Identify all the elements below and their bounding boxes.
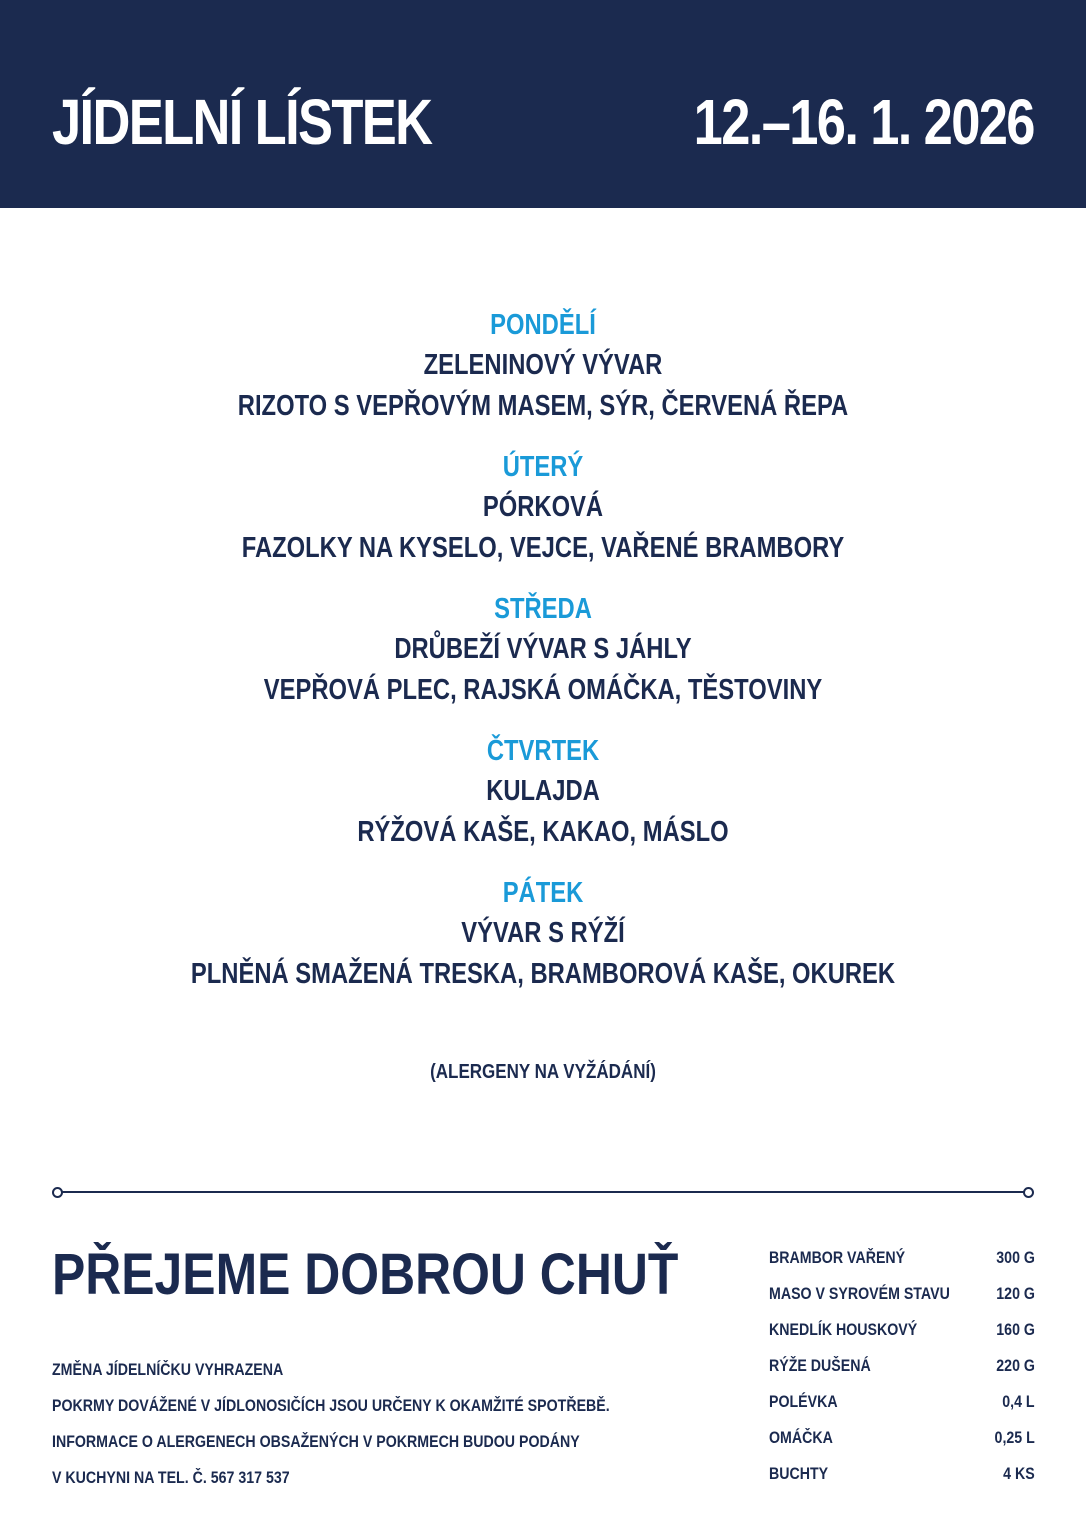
note-allergens: INFORMACE O ALERGENECH OBSAŽENÝCH V POKRMECH BUDOU PODÁNY: [52, 1433, 580, 1451]
soup: PÓRKOVÁ: [482, 491, 604, 523]
soup: KULAJDA: [486, 775, 600, 807]
weekly-menu: [0, 305, 1086, 1015]
portion-amount: 120 G: [996, 1285, 1035, 1303]
note-phone: V KUCHYNI NA TEL. Č. 567 317 537: [52, 1469, 290, 1487]
portion-row: [769, 1348, 1035, 1384]
main-dish: RIZOTO S VEPŘOVÝM MASEM, SÝR, ČERVENÁ ŘEPA: [237, 390, 849, 422]
day-block-wednesday: [0, 589, 1086, 711]
divider: [52, 1186, 1034, 1198]
portion-amount: 160 G: [996, 1321, 1035, 1339]
portion-amount: 0,4 L: [1002, 1393, 1035, 1411]
day-name: PONDĚLÍ: [490, 309, 596, 341]
portion-row: [769, 1420, 1035, 1456]
day-name: ÚTERÝ: [502, 451, 584, 483]
portion-table: [769, 1240, 1035, 1492]
portion-item: BRAMBOR VAŘENÝ: [769, 1249, 906, 1267]
soup: VÝVAR S RÝŽÍ: [461, 917, 625, 949]
footer-notes: [52, 1352, 700, 1496]
portion-item: POLÉVKA: [769, 1393, 838, 1411]
soup: DRŮBEŽÍ VÝVAR S JÁHLY: [394, 633, 692, 665]
main-dish: FAZOLKY NA KYSELO, VEJCE, VAŘENÉ BRAMBORY: [241, 532, 845, 564]
slogan: PŘEJEME DOBROU CHUŤ: [52, 1242, 679, 1307]
note-menu-change: ZMĚNA JÍDELNÍČKU VYHRAZENA: [52, 1361, 284, 1379]
note-consumption: POKRMY DOVÁŽENÉ V JÍDLONOSIČÍCH JSOU URČENY K OKAMŽITÉ SPOTŘEBĚ.: [52, 1397, 610, 1415]
portion-item: MASO V SYROVÉM STAVU: [769, 1285, 950, 1303]
portion-row: [769, 1276, 1035, 1312]
header-bar: [0, 0, 1086, 208]
soup: ZELENINOVÝ VÝVAR: [423, 349, 663, 381]
day-name: PÁTEK: [502, 877, 584, 909]
divider-line: [60, 1191, 1026, 1193]
main-dish: VEPŘOVÁ PLEC, RAJSKÁ OMÁČKA, TĚSTOVINY: [263, 674, 823, 706]
day-block-tuesday: [0, 447, 1086, 569]
day-block-monday: [0, 305, 1086, 427]
portion-amount: 300 G: [996, 1249, 1035, 1267]
divider-left-dot-icon: [52, 1187, 63, 1198]
day-block-thursday: [0, 731, 1086, 853]
menu-title: JÍDELNÍ LÍSTEK: [52, 86, 432, 158]
portion-row: [769, 1384, 1035, 1420]
portion-item: OMÁČKA: [769, 1429, 833, 1447]
portion-amount: 220 G: [996, 1357, 1035, 1375]
portion-item: BUCHTY: [769, 1465, 829, 1483]
portion-row: [769, 1240, 1035, 1276]
day-name: ČTVRTEK: [486, 735, 600, 767]
portion-item: RÝŽE DUŠENÁ: [769, 1357, 871, 1375]
portion-row: [769, 1456, 1035, 1492]
portion-amount: 0,25 L: [994, 1429, 1035, 1447]
portion-item: KNEDLÍK HOUSKOVÝ: [769, 1321, 918, 1339]
date-range: 12.–16. 1. 2026: [693, 86, 1034, 158]
portion-amount: 4 KS: [1003, 1465, 1035, 1483]
day-block-friday: [0, 873, 1086, 995]
main-dish: PLNĚNÁ SMAŽENÁ TRESKA, BRAMBOROVÁ KAŠE, OKUREK: [190, 958, 896, 990]
divider-right-dot-icon: [1023, 1187, 1034, 1198]
allergen-note: (ALERGENY NA VYŽÁDÁNÍ): [430, 1061, 656, 1083]
day-name: STŘEDA: [494, 593, 592, 625]
portion-row: [769, 1312, 1035, 1348]
main-dish: RÝŽOVÁ KAŠE, KAKAO, MÁSLO: [357, 816, 729, 848]
